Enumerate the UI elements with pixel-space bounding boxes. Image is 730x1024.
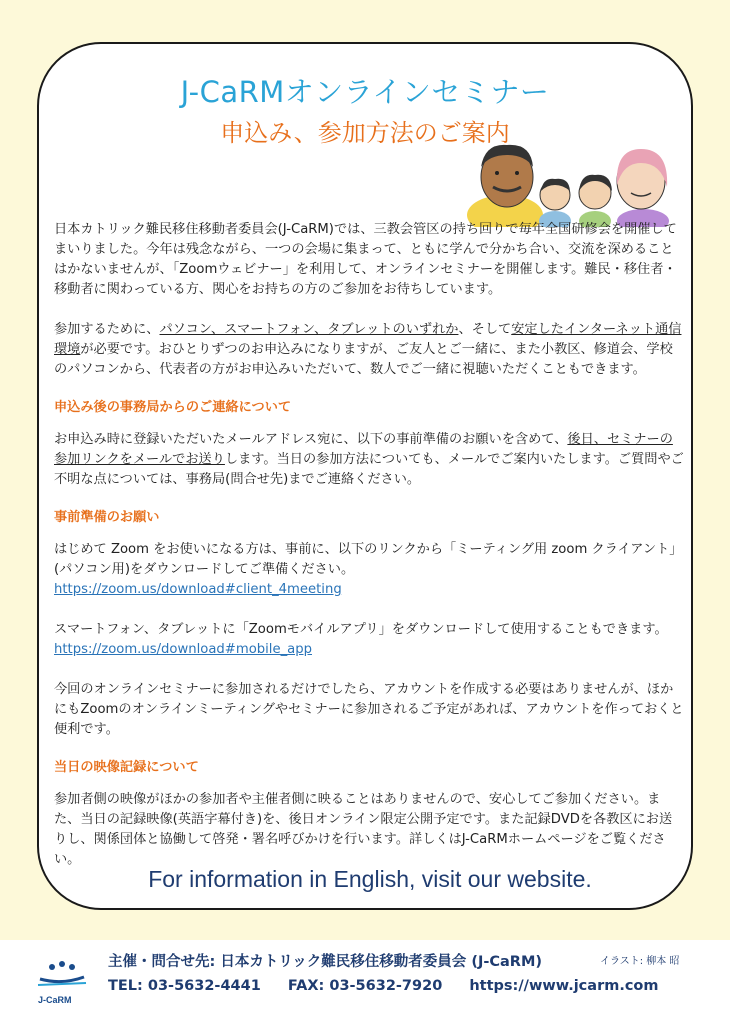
preparation-text-2: スマートフォン、タブレットに「Zoomモバイルアプリ」をダウンロードして使用することもできます。 — [54, 622, 668, 637]
device-requirement: パソコン、スマートフォン、タブレットのいずれか — [159, 322, 459, 337]
logo-label: J-CaRM — [38, 995, 72, 1005]
zoom-client-link[interactable]: https://zoom.us/download#client_4meeting — [54, 582, 342, 597]
intro-text: 参加するために、 — [54, 322, 160, 337]
contact-text: します。当日の参加方法についても、メールでご案内いたします。ご質問やご不明な点については、事務局(問合せ先)までご連絡ください。 — [54, 452, 684, 487]
intro-text: が必要です。おひとりずつのお申込みになりますが、ご友人とご一緒に、また小教区、修道会、学校のパソコンから、代表者の方がお申込みいただいて、数人でご一緒に視聴いただくこともできます。 — [54, 342, 673, 377]
section-heading-contact: 申込み後の事務局からのご連絡について — [54, 400, 292, 415]
recording-text: 参加者側の映像がほかの参加者や主催者側に映ることはありませんので、安心してご参加ください。また、当日の記録映像(英語字幕付き)を、後日オンライン限定公開予定です。また記録DVDを各教区にお送りし、関係団体と協働して啓発・署名呼びかけを行います。詳しくはJ-CaRMホームページをご覧ください。 — [54, 792, 673, 867]
link-notice: 後日、セミナーの参加リンクをメールでお送り — [54, 432, 673, 467]
page-title: J-CaRMオンラインセミナー — [180, 75, 550, 109]
footer-fax: FAX: 03-5632-7920 — [287, 978, 443, 994]
footer-contact — [108, 978, 681, 994]
intro-text: 、そして — [458, 322, 512, 337]
contact-text: お申込み時に登録いただいたメールアドレス宛に、以下の事前準備のお願いを含めて、 — [54, 432, 568, 447]
intro-paragraph-1: 日本カトリック難民移住移動者委員会(J-CaRM)では、三教会管区の持ち回りで毎年全国研修会を開催してまいりました。今年は残念ながら、一つの会場に集まって、ともに学んで分かち合い、交流を深めることはかないませんが、「Zoomウェビナー」を利用して、オンラインセミナーを開催します。難民・移住者・移動者に関わっている方、関心をお持ちの方のご参加をお待ちしています。 — [54, 222, 677, 297]
footer-tel: TEL: 03-5632-4441 — [108, 978, 261, 994]
section-heading-recording: 当日の映像記録について — [54, 760, 199, 775]
footer-url[interactable]: https://www.jcarm.com — [469, 978, 659, 994]
intro-paragraph-2 — [54, 320, 684, 380]
english-notice[interactable]: For information in English, visit our website. — [148, 866, 592, 892]
main-content — [54, 220, 684, 870]
family-illustration — [455, 135, 685, 227]
section-contact-text — [54, 430, 684, 490]
page-subtitle: 申込み、参加方法のご案内 — [220, 119, 510, 147]
illustration-credit: イラスト: 柳本 昭 — [600, 956, 680, 967]
footer-organizer: 主催・問合せ先: 日本カトリック難民移住移動者委員会 (J-CaRM) — [108, 954, 543, 970]
preparation-text-3: 今回のオンラインセミナーに参加されるだけでしたら、アカウントを作成する必要はありませんが、ほかにもZoomのオンラインミーティングやセミナーに参加されるご予定があれば、アカウントを作っておくと便利です。 — [54, 682, 684, 737]
zoom-mobile-link[interactable]: https://zoom.us/download#mobile_app — [54, 642, 312, 657]
network-requirement: 安定したインターネット通信環境 — [54, 322, 682, 357]
preparation-text-1: はじめて Zoom をお使いになる方は、事前に、以下のリンクから「ミーティング用 zoom クライアント」(パソコン用)をダウンロードしてご準備ください。 — [54, 542, 683, 577]
section-heading-preparation: 事前準備のお願い — [54, 510, 160, 525]
